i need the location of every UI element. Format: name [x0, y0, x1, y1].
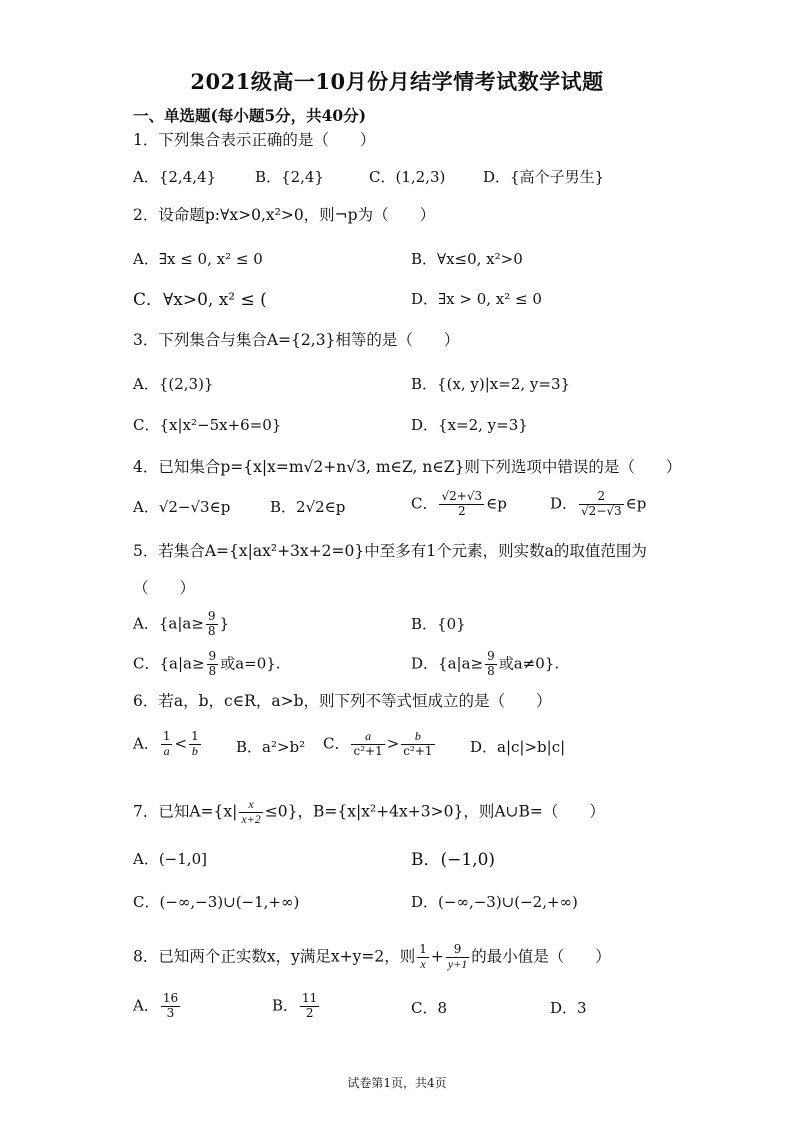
q1-option-d: D．{高个子男生}	[483, 168, 605, 186]
q5-option-c-pre: {a|a≥	[159, 654, 205, 673]
q6-option-c-fraction-2	[401, 730, 434, 759]
q7-stem-pre: 7．已知A={x|	[133, 802, 238, 821]
q6-option-d: D．a|c|>b|c|	[470, 738, 566, 756]
fraction-denominator: 8	[487, 663, 495, 678]
fraction-denominator: c²+1	[353, 743, 383, 758]
fraction-numerator: 16	[162, 991, 179, 1005]
q6-option-b: B．a²>b²	[236, 738, 306, 756]
q1-option-c: C．(1,2,3)	[369, 168, 446, 186]
fraction-numerator: a	[351, 730, 384, 745]
q6-option-c-fraction-1	[351, 730, 384, 759]
q4-option-c-tail: ∈p	[486, 494, 507, 513]
q5-option-c-post: 或a=0}.	[220, 654, 281, 673]
question-3-stem: 3．下列集合与集合A={2,3}相等的是（ ）	[133, 331, 460, 349]
q6-option-c-label: C．	[323, 734, 350, 753]
q4-option-d-tail: ∈p	[625, 494, 647, 513]
fraction-denominator: 2	[305, 1005, 314, 1020]
q8-stem-post: 的最小值是（ ）	[471, 947, 611, 966]
q6-option-a-label: A．	[133, 734, 159, 753]
fraction-numerator: x	[239, 798, 262, 813]
q8-stem-pre: 8．已知两个正实数x，y满足x+y=2，则	[133, 947, 416, 966]
fraction-numerator: 9	[207, 609, 216, 623]
q5-option-a-post: }	[219, 614, 230, 633]
q8-option-d: D．3	[550, 999, 587, 1017]
q1-option-b: B．{2,4}	[255, 168, 324, 186]
q5-option-d-fraction	[485, 650, 497, 679]
q5-option-a	[133, 610, 229, 639]
fraction-numerator: 9	[446, 943, 469, 958]
fraction-denominator: x	[420, 956, 426, 971]
q2-option-a: A．∃x ≤ 0, x² ≤ 0	[133, 250, 263, 268]
q7-option-d: D．(−∞,−3)∪(−2,+∞)	[411, 893, 578, 911]
q4-option-d	[550, 490, 646, 519]
q1-option-a: A．{2,4,4}	[133, 168, 217, 186]
fraction-denominator: 2	[457, 503, 466, 518]
q8-option-a-label: A．	[133, 996, 159, 1015]
question-5-stem: 5．若集合A={x|ax²+3x+2=0}中至多有1个元素，则实数a的取值范围为	[133, 542, 647, 560]
q4-option-c-label: C．	[411, 494, 438, 513]
q7-stem-fraction	[239, 798, 262, 827]
q5-option-c-fraction	[207, 650, 219, 679]
fraction-denominator: 8	[207, 623, 216, 638]
question-8-stem	[133, 943, 611, 972]
q3-option-d: D．{x=2, y=3}	[411, 416, 528, 434]
question-1-stem: 1．下列集合表示正确的是（ ）	[133, 131, 376, 149]
q6-option-c-relation: >	[386, 734, 400, 753]
fraction-denominator: √2−√3	[581, 503, 622, 518]
question-5-stem-cont: （ ）	[133, 579, 196, 597]
q5-option-a-label: A．	[133, 614, 159, 633]
q8-stem-plus: +	[430, 947, 444, 966]
fraction-denominator: y+1	[447, 956, 468, 971]
q2-option-b: B．∀x≤0, x²>0	[411, 250, 523, 268]
q5-option-c	[133, 650, 281, 679]
fraction-numerator: 2	[579, 490, 624, 505]
q6-option-a-fraction-1	[161, 730, 173, 759]
fraction-numerator: 1	[419, 942, 427, 956]
q7-option-b: B．(−1,0)	[411, 850, 496, 870]
q5-option-d-label: D．	[411, 654, 439, 673]
q8-option-a	[133, 992, 182, 1021]
q4-option-b: B．2√2∈p	[270, 498, 346, 516]
q8-option-b	[272, 992, 321, 1021]
fraction-denominator: 8	[208, 663, 217, 678]
fraction-denominator: a	[163, 743, 170, 758]
section-heading: 一、单选题(每小题5分，共40分)	[133, 106, 367, 125]
exam-title: 2021级高一10月份月结学情考试数学试题	[190, 69, 604, 94]
fraction-numerator: 9	[487, 649, 495, 663]
q7-stem-post: ≤0}，B={x|x²+4x+3>0}，则A∪B=（ ）	[264, 802, 605, 821]
q8-option-b-label: B．	[272, 996, 299, 1015]
q6-option-c	[323, 730, 437, 759]
fraction-denominator: c²+1	[403, 743, 433, 758]
fraction-numerator: 9	[208, 649, 217, 663]
q5-option-b: B．{0}	[411, 615, 466, 633]
question-4-stem: 4．已知集合p={x|x=m√2+n√3, m∈Z, n∈Z}则下列选项中错误的是（ ）	[133, 458, 682, 476]
page-footer: 试卷第1页，共4页	[347, 1076, 447, 1090]
q7-option-a: A．(−1,0]	[133, 850, 207, 868]
q8-stem-fraction-1	[417, 943, 429, 972]
fraction-denominator: b	[191, 743, 198, 758]
q3-option-c: C．{x|x²−5x+6=0}	[133, 416, 282, 434]
question-2-stem: 2．设命题p:∀x>0,x²>0，则¬p为（ ）	[133, 206, 436, 224]
fraction-numerator: 1	[191, 729, 199, 743]
q6-option-a-fraction-2	[189, 730, 201, 759]
q3-option-a: A．{(2,3)}	[133, 375, 214, 393]
q5-option-d-pre: {a|a≥	[438, 654, 484, 673]
fraction-numerator: 11	[302, 991, 318, 1005]
q5-option-a-fraction	[206, 610, 218, 639]
fraction-numerator: √2+√3	[441, 489, 483, 503]
q4-option-c-fraction	[439, 490, 484, 519]
q6-option-a	[133, 730, 203, 759]
q8-stem-fraction-2	[446, 943, 469, 972]
q4-option-d-label: D．	[550, 494, 578, 513]
q4-option-c	[411, 490, 507, 519]
q6-option-a-relation: <	[174, 734, 188, 753]
q8-option-a-fraction	[161, 992, 180, 1021]
q8-option-b-fraction	[300, 992, 319, 1021]
fraction-numerator: 1	[162, 729, 171, 743]
q4-option-d-fraction	[579, 490, 624, 519]
q5-option-c-label: C．	[133, 654, 160, 673]
q7-option-c: C．(−∞,−3)∪(−1,+∞)	[133, 893, 300, 911]
q4-option-a: A．√2−√3∈p	[133, 498, 231, 516]
q5-option-a-pre: {a|a≥	[158, 614, 204, 633]
q5-option-d-post: 或a≠0}.	[498, 654, 560, 673]
fraction-numerator: b	[401, 730, 434, 745]
q2-option-c: C．∀x>0, x² ≤ (	[133, 290, 267, 310]
q3-option-b: B．{(x, y)|x=2, y=3}	[411, 375, 571, 393]
fraction-denominator: x+2	[241, 811, 261, 826]
question-6-stem: 6．若a，b，c∈R，a>b，则下列不等式恒成立的是（ ）	[133, 692, 552, 710]
fraction-denominator: 3	[166, 1005, 175, 1020]
q8-option-c: C．8	[411, 999, 448, 1017]
q5-option-d	[411, 650, 559, 679]
question-7-stem	[133, 798, 605, 827]
q2-option-d: D．∃x > 0, x² ≤ 0	[411, 290, 542, 308]
